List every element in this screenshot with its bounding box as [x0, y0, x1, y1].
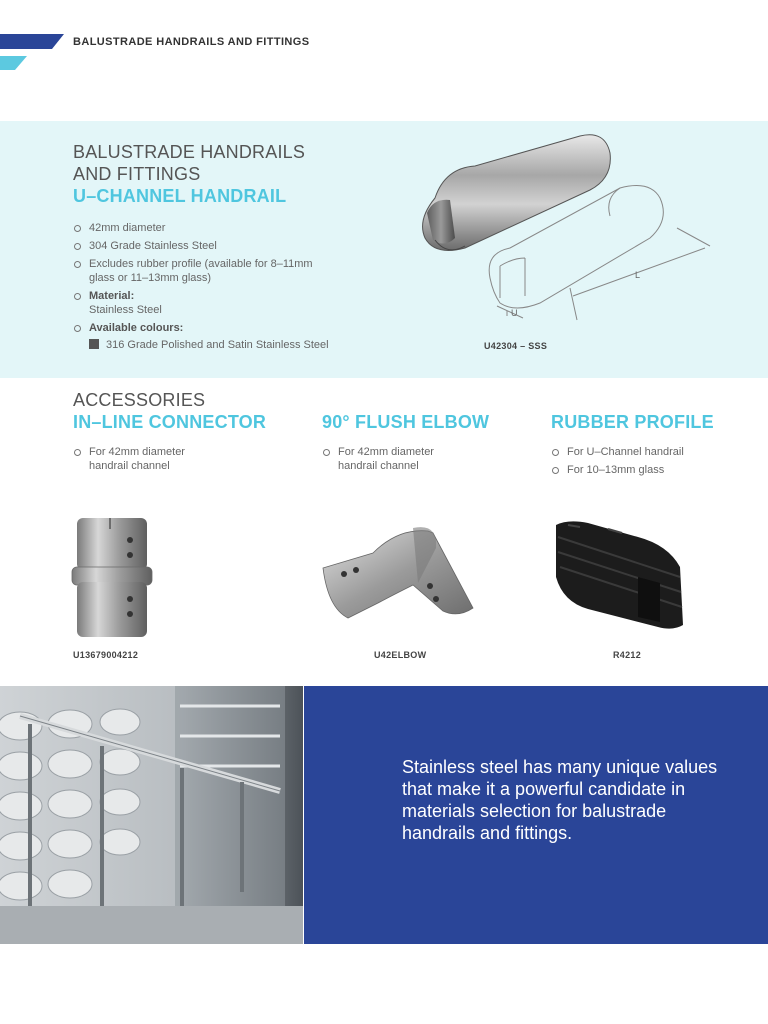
rubber-product-code: R4212	[613, 650, 642, 660]
elbow-product-code: U42ELBOW	[374, 650, 427, 660]
bullet-text: For U–Channel handrail	[567, 446, 684, 458]
in-line-connector-image	[70, 515, 155, 640]
header-stripe-light	[0, 56, 27, 70]
dimension-label-u: U	[511, 308, 518, 318]
colour-option-text: 316 Grade Polished and Satin Stainless Steel	[106, 339, 329, 351]
heading-line-2: AND FITTINGS	[73, 164, 201, 184]
promo-panel	[304, 686, 768, 944]
list-item	[73, 445, 223, 473]
u-channel-heading	[73, 141, 305, 207]
promo-text: Stainless steel has many unique values that make it a powerful candidate in materials selection for balustrade handrails and fittings.	[402, 757, 718, 843]
u-channel-product-image	[405, 128, 725, 328]
list-item	[73, 321, 313, 335]
list-item	[73, 221, 313, 235]
accessory-title-elbow: 90° FLUSH ELBOW	[322, 412, 490, 432]
list-item	[73, 257, 313, 285]
bullet-text: 42mm diameter	[89, 222, 166, 234]
bullet-text: For 10–13mm glass	[567, 464, 665, 476]
u-channel-title: U–CHANNEL HANDRAIL	[73, 186, 287, 206]
header-title: BALUSTRADE HANDRAILS AND FITTINGS	[73, 36, 310, 48]
connector-spec-list	[73, 445, 223, 477]
flush-elbow-image	[318, 523, 478, 643]
dimension-label-l: L	[635, 270, 641, 280]
accessory-title-connector: IN–LINE CONNECTOR	[73, 412, 267, 432]
colour-option	[89, 339, 329, 351]
rubber-profile-image	[548, 517, 688, 632]
u-channel-spec-list	[73, 221, 313, 339]
elbow-spec-list	[322, 445, 472, 477]
accessory-title-rubber: RUBBER PROFILE	[551, 412, 714, 432]
list-item	[322, 445, 472, 473]
list-item	[73, 239, 313, 253]
bullet-text: For 42mm diameter handrail channel	[338, 446, 434, 472]
list-item	[551, 463, 751, 477]
u-channel-product-code: U42304 – SSS	[484, 341, 548, 351]
colour-swatch	[89, 339, 99, 349]
header-stripe-dark	[0, 34, 64, 49]
list-item	[551, 445, 751, 459]
list-item	[73, 289, 313, 317]
bullet-text: 304 Grade Stainless Steel	[89, 240, 217, 252]
heading-line-1: BALUSTRADE HANDRAILS	[73, 142, 306, 162]
material-label: Material:	[89, 290, 135, 302]
rubber-spec-list	[551, 445, 751, 481]
colours-label: Available colours:	[89, 322, 184, 334]
connector-product-code: U13679004212	[73, 650, 139, 660]
balustrade-photo	[0, 686, 303, 944]
bullet-text: Excludes rubber profile (available for 8–11mm glass or 11–13mm glass)	[89, 258, 313, 284]
accessories-heading: ACCESSORIES	[73, 390, 206, 410]
bullet-text: For 42mm diameter handrail channel	[89, 446, 185, 472]
material-value: Stainless Steel	[89, 304, 162, 316]
